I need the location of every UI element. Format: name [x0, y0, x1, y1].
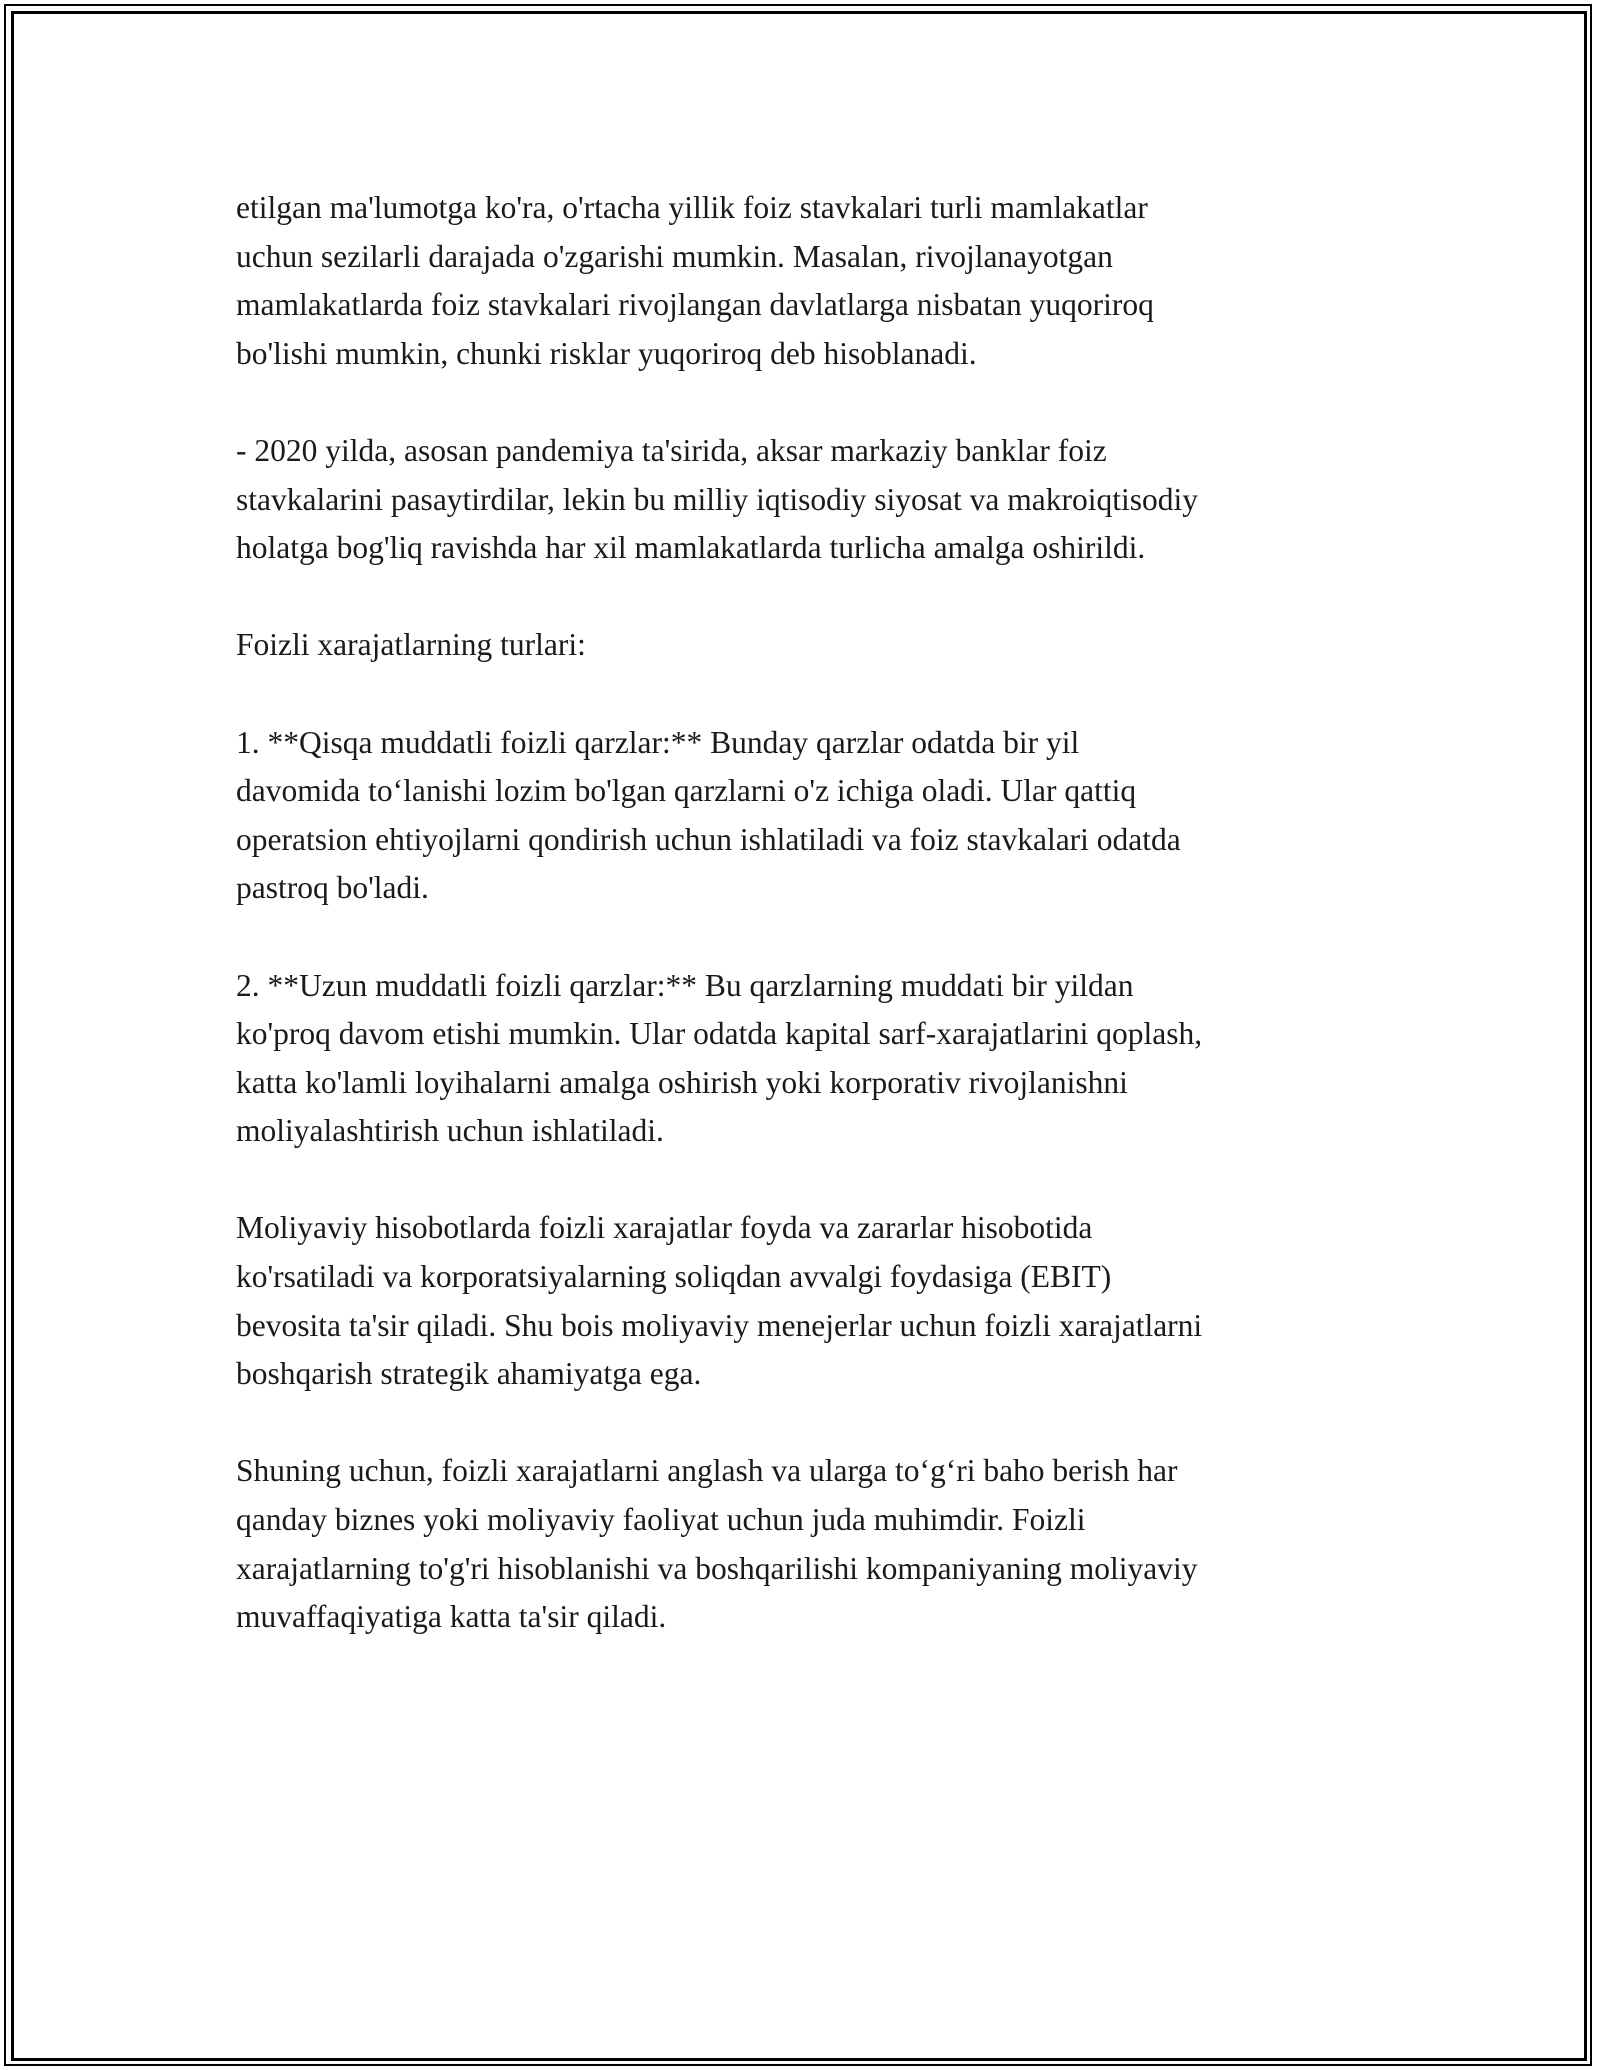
paragraph-interest-rates-by-country: etilgan ma'lumotga ko'ra, o'rtacha yillik foiz stavkalari turli mamlakatlar uchun sezilarli darajada o'zgarishi mumkin. Masalan, rivojlanayotgan mamlakatlarda foiz stavkalari rivojlangan davlatlarga nisbatan yuqoriroq bo'lishi mumkin, chunki risklar yuqoriroq deb hisoblanadi. — [236, 190, 1154, 371]
paragraph-conclusion: Shuning uchun, foizli xarajatlarni anglash va ularga to‘g‘ri baho berish har qanday biznes yoki moliyaviy faoliyat uchun juda muhimdir. Foizli xarajatlarning to'g'ri hisoblanishi va boshqarilishi kompaniyaning moliyaviy muvaffaqiyatiga katta ta'sir qiladi. — [236, 1453, 1198, 1635]
section-heading-types: Foizli xarajatlarning turlari: — [236, 627, 586, 663]
list-item-long-term: 2. **Uzun muddatli foizli qarzlar:** Bu qarzlarning muddati bir yildan ko'proq davom etishi mumkin. Ular odatda kapital sarf-xarajatlarini qoplash, katta ko'lamli loyihalarni amalga oshirish yoki korporativ rivojlanishni moliyalashtirish uchun ishlatiladi. — [236, 967, 1203, 1149]
list-item-short-term: 1. **Qisqa muddatli foizli qarzlar:** Bunday qarzlar odatda bir yil davomida to‘lanishi lozim bo'lgan qarzlarni o'z ichiga oladi. Ular qattiq operatsion ehtiyojlarni qondirish uchun ishlatiladi va foiz stavkalari odatda pastroq bo'ladi. — [236, 724, 1181, 906]
document-body — [236, 184, 1376, 1690]
paragraph-financial-statements: Moliyaviy hisobotlarda foizli xarajatlar foyda va zararlar hisobotida ko'rsatiladi va korporatsiyalarning soliqdan avvalgi foydasiga (EBIT) bevosita ta'sir qiladi. Shu bois moliyaviy menejerlar uchun foizli xarajatlarni boshqarish strategik ahamiyatga ega. — [236, 1210, 1203, 1392]
paragraph-2020-pandemic: - 2020 yilda, asosan pandemiya ta'sirida, aksar markaziy banklar foiz stavkalarini pasaytirdilar, lekin bu milliy iqtisodiy siyosat va makroiqtisodiy holatga bog'liq ravishda har xil mamlakatlarda turlicha amalga oshirildi. — [236, 432, 1198, 566]
